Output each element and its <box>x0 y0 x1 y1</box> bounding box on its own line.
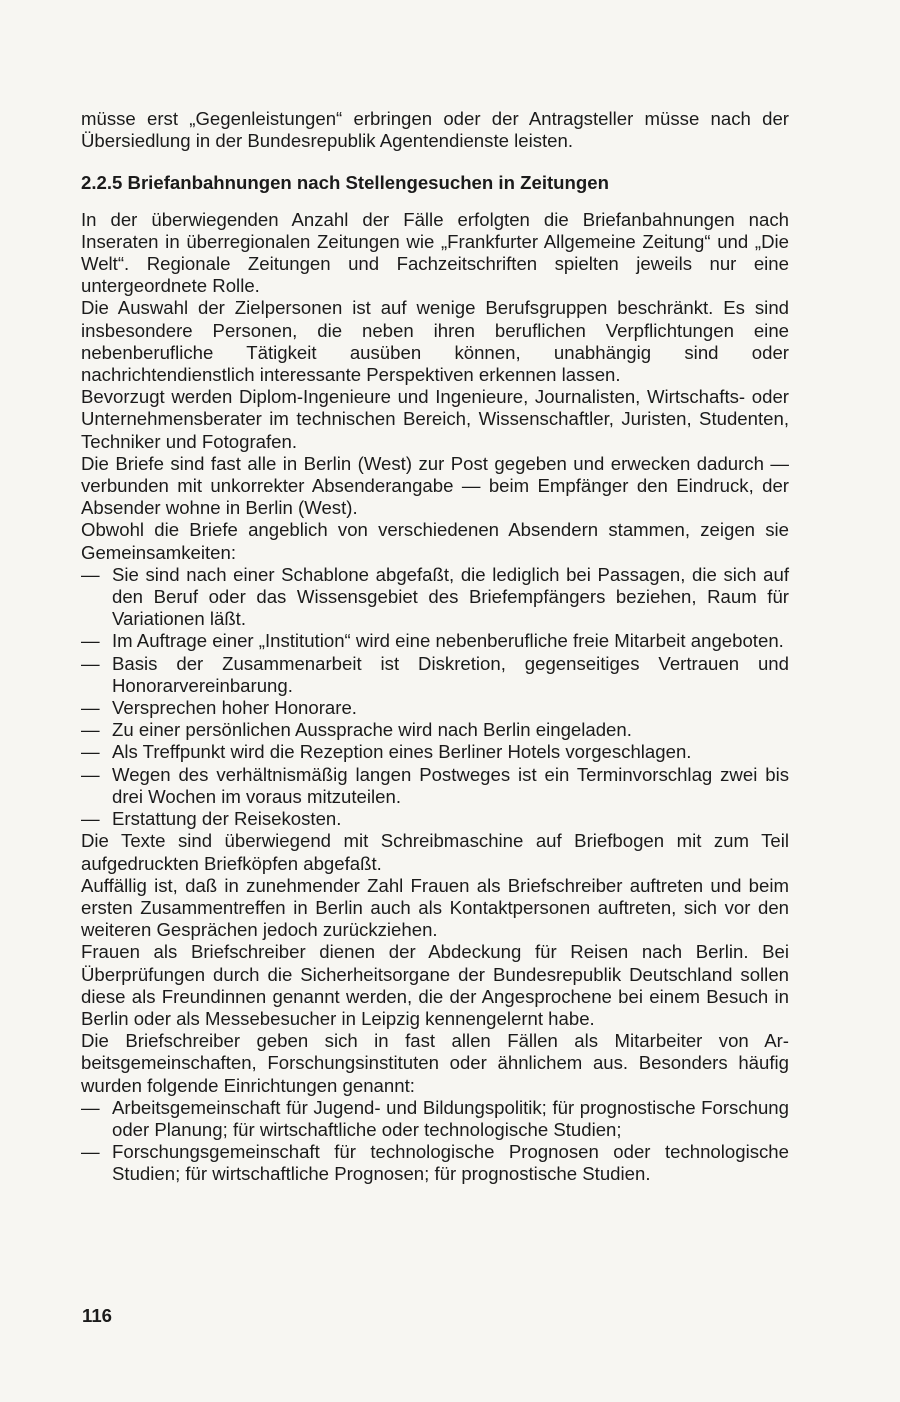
list-item <box>81 741 789 763</box>
list-item-text: Zu einer persönlichen Aussprache wird nach Berlin eingeladen. <box>112 719 632 741</box>
paragraph: Die Briefe sind fast alle in Berlin (West) zur Post gegeben und erwecken dadurch — verbunden mit unkorrekter Absenderangabe — beim Empfänger den Eindruck, der Absender wohne in Berlin (West). <box>81 452 789 519</box>
dash-bullet: — <box>81 630 100 652</box>
paragraph: Die Auswahl der Zielpersonen ist auf wenige Berufsgruppen beschränkt. Es sind insbesondere Personen, die neben ihren beruflichen Verpflichtungen eine nebenberufliche Tätigkeit ausüben können, unabhängig sind oder nachrichtendienstlich interessante Perspektiven erkennen lassen. <box>81 297 789 386</box>
list-item-text: Arbeitsgemeinschaft für Jugend- und Bildungspolitik; für prognostische Forschung oder Planung; für wirtschaftliche oder technologische Studien; <box>112 1096 789 1140</box>
list-item-text: Versprechen hoher Honorare. <box>112 697 357 719</box>
common-features-list <box>81 564 789 830</box>
paragraph: Obwohl die Briefe angeblich von verschiedenen Absendern stammen, zeigen sie Gemeinsamkeiten: <box>81 519 789 563</box>
dash-bullet: — <box>81 1141 100 1163</box>
paragraph: Bevorzugt werden Diplom-Ingenieure und Ingenieure, Journalisten, Wirtschafts- oder Unternehmensberater im technischen Bereich, Wissenschaftler, Juristen, Studenten, Techniker und Fotografen. <box>81 386 789 452</box>
dash-bullet: — <box>81 1096 100 1118</box>
paragraph: Frauen als Briefschreiber dienen der Abdeckung für Reisen nach Berlin. Bei Überprüfungen durch die Sicherheitsorgane der Bundesrepublik Deutschland sollen diese als Freundinnen genannt werden, die der Angesprochene bei einem Besuch in Berlin oder als Messebesucher in Leipzig kennengelernt habe. <box>81 941 789 1029</box>
dash-bullet: — <box>81 763 100 785</box>
list-item <box>81 719 789 741</box>
page-body <box>81 108 789 1186</box>
list-item <box>81 808 789 830</box>
list-item <box>81 1141 789 1185</box>
paragraph: Die Briefschreiber geben sich in fast allen Fällen als Mitarbeiter von Arbeitsgemeinschaften, Forschungsinstituten oder ähnlichem aus. Besonders häufig wurden folgende Einrichtungen genannt: <box>81 1030 789 1096</box>
list-item-text: Wegen des verhältnismäßig langen Postweges ist ein Terminvorschlag zwei bis drei Wochen im voraus mitzuteilen. <box>112 763 789 807</box>
paragraph: Auffällig ist, daß in zunehmender Zahl Frauen als Briefschreiber auftreten und beim ersten Zusammentreffen in Berlin auch als Kontaktpersonen auftreten, sich vor den weiteren Gesprächen jedoch zurückziehen. <box>81 874 789 941</box>
paragraph: In der überwiegenden Anzahl der Fälle erfolgten die Briefanbahnungen nach Inseraten in überregionalen Zeitungen wie „Frankfurter Allgemeine Zeitung“ und „Die Welt“. Regionale Zeitungen und Fachzeitschriften spielten jeweils nur eine untergeordnete Rolle. <box>81 208 789 297</box>
list-item <box>81 697 789 719</box>
list-item <box>81 764 789 808</box>
dash-bullet: — <box>81 741 100 763</box>
paragraph: Die Texte sind überwiegend mit Schreibmaschine auf Briefbogen mit zum Teil aufgedruckten Briefköpfen abgefaßt. <box>81 830 789 874</box>
dash-bullet: — <box>81 563 100 585</box>
dash-bullet: — <box>81 719 100 741</box>
intro-paragraph: müsse erst „Gegenleistungen“ erbringen oder der Antragsteller müsse nach der Übersiedlung in der Bundesrepublik Agentendienste leisten. <box>81 108 789 152</box>
dash-bullet: — <box>81 697 100 719</box>
list-item <box>81 630 789 652</box>
dash-bullet: — <box>81 652 100 674</box>
list-item <box>81 564 789 631</box>
list-item-text: Als Treffpunkt wird die Rezeption eines Berliner Hotels vorgeschlagen. <box>112 741 692 763</box>
institutions-list <box>81 1097 789 1186</box>
list-item-text: Im Auftrage einer „Institution“ wird eine nebenberufliche freie Mitarbeit angeboten. <box>112 630 784 652</box>
page-number: 116 <box>82 1305 112 1326</box>
section-heading: 2.2.5 Briefanbahnungen nach Stellengesuchen in Zeitungen <box>81 172 609 194</box>
list-item-text: Forschungsgemeinschaft für technologische Prognosen oder technologische Studien; für wirtschaftliche Prognosen; für prognostische Studien. <box>112 1141 789 1185</box>
dash-bullet: — <box>81 808 100 830</box>
list-item-text: Sie sind nach einer Schablone abgefaßt, die lediglich bei Passagen, die sich auf den Beruf oder das Wissensgebiet des Briefempfängers beziehen, Raum für Variationen läßt. <box>112 563 789 630</box>
list-item <box>81 653 789 697</box>
list-item <box>81 1097 789 1141</box>
list-item-text: Erstattung der Reisekosten. <box>112 808 342 830</box>
list-item-text: Basis der Zusammenarbeit ist Diskretion, gegenseitiges Vertrauen und Honorarvereinbarung. <box>112 652 789 696</box>
